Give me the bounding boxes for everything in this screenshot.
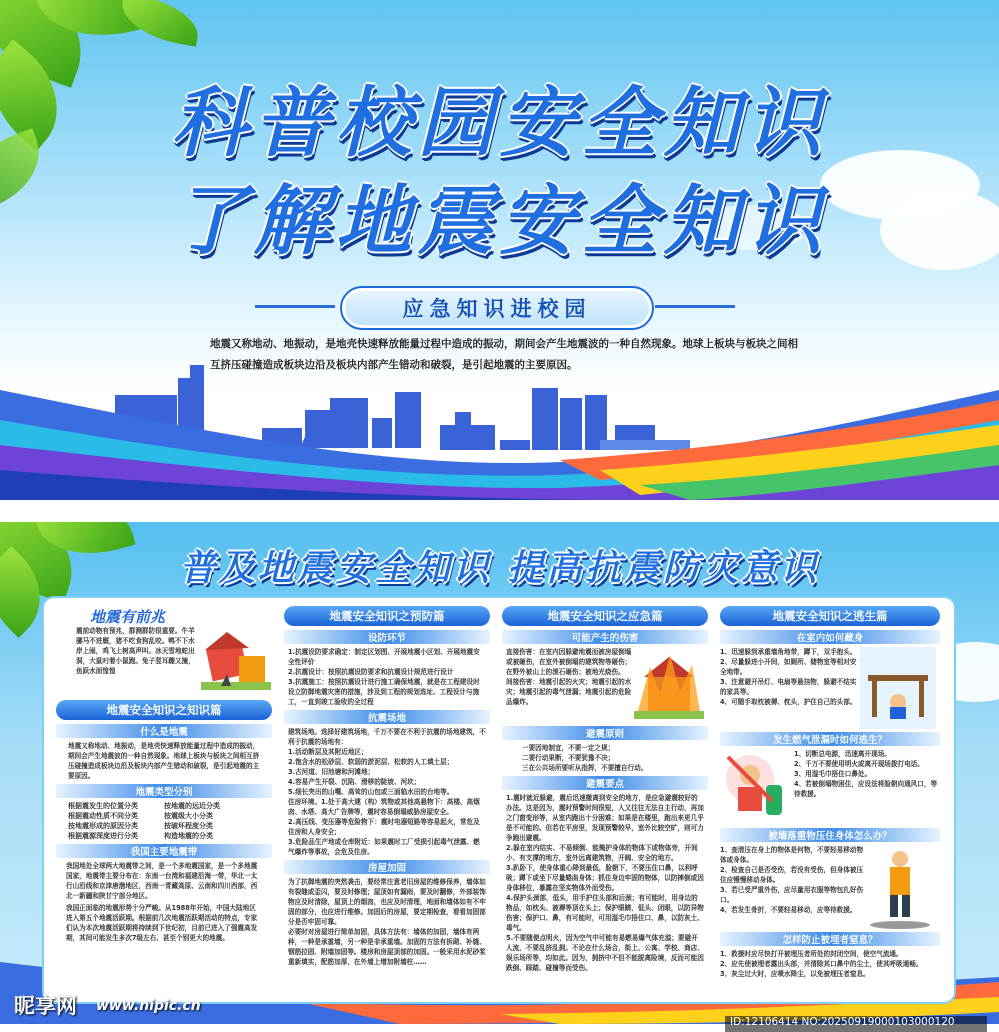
rescuer-illustration	[864, 845, 936, 929]
escape-sub-trapped: 被墙落重物压住身体怎么办？	[720, 828, 940, 842]
column-knowledge	[56, 606, 272, 996]
knowledge-what-text: 地震又称地动、地振动，是地壳快速释放能量过程中造成的振动，期间会产生地震波的一种自然现象。地球上板块与板块之间相互挤压碰撞造成板块边沿及板块内部产生错动和破裂，是引起地震的主要原因。	[68, 742, 260, 780]
type-item: 按地震的远近分类	[164, 802, 220, 810]
gas-leak-illustration	[720, 749, 790, 825]
knowledge-situation-text: 我国正面临的地震形势十分严峻。从1988年开始，中国大陆地区进入第五个地震活跃期。根据前几次地震活跃期活动的特点，专家们认为本次地震活跃期将持续到下世纪初，目前已进入了强震高发期，其间可能发生多次7级左右、甚至个别更大的地震。	[66, 904, 258, 942]
rainbow-swoosh	[0, 0, 999, 500]
type-item: 根据震动性质不同分类	[68, 812, 138, 820]
knowledge-title: 地震安全知识之知识篇	[56, 700, 272, 720]
column-escape	[720, 606, 940, 996]
earthquake-types-table	[56, 801, 272, 841]
escape-sub-suffocation: 怎样防止被埋者窒息？	[720, 932, 940, 946]
escape-trapped-text: 1、查清压在身上的物体是何物，不要轻易移动物体或身体。 2、检查自己是否受伤，若没有受伤，但身体被压住应慢慢移动身体。 3、若已受严重外伤，应尽量用衣服等物包扎好伤口。 4、若发生骨折，不要轻易移动，应等待救援。	[720, 846, 864, 914]
banner-top	[0, 0, 999, 500]
watermark-url: www.nipic.cn	[96, 998, 201, 1014]
escape-hide-text: 1、迅速躲到承重墙角地带，蹲下，双手抱头。 2、尽量躲进小开间，如厕所、储物室等相对安全地带。 3、注意避开吊灯、电扇等悬挂物，躲避不结实的家具等。 4、可随手取枕被褥、枕头，护住自己的头部。	[720, 648, 857, 706]
prevention-steps-text: 1.抗震设防要求确定：制定区划图、开展地震小区划、开展地震安全性评价 2.抗震设计：按照抗震设防要求和抗震设计规范进行设计 3.抗震施工：按照抗震设计进行施工确保地震，就是在工程建设时设立防御地震灾害的措施，涉及到工程的规划选址、工程设计与施工，一直到竣工验收的全过程	[288, 648, 480, 706]
type-item: 按震级大小分类	[164, 812, 213, 820]
knowledge-sub-types: 地震类型分别	[56, 784, 272, 798]
headline: 普及地震安全知识 提高抗震防灾意识	[179, 548, 820, 589]
emergency-harm-text: 直接伤害：在室内因躲避地震而被房屋倒塌或被砸伤，在室外被倒塌的建筑物等砸伤；在野外被山上的滚石砸伤；被地光烧伤。 间接伤害：地震引起的火灾；地震引起的水灾；地震引起的毒气泄漏；地震引起的危险品爆炸。	[506, 648, 632, 706]
watermark-id: ID:12106414 NO:20250919000103000120	[730, 1016, 955, 1028]
title-line-2: 了解地震安全知识	[171, 176, 828, 265]
type-item: 按地震形成的原因分类	[68, 822, 138, 830]
prevention-sub-steps: 设防环节	[284, 630, 490, 644]
prevention-sub-reinforce: 房屋加固	[284, 860, 490, 874]
knowledge-sub-belts: 我国主要地震带	[56, 844, 272, 858]
knowledge-sub-what: 什么是地震	[56, 724, 272, 738]
emergency-points-text: 1.震时就近躲避，震后迅速撤离到安全的地方，是应急避震较好的办法。这是因为，震时预警时间很短，人又往往无法自主行动，再加之门窗变形等，从室内跑出十分困难；如果是在楼里，跑出来更几乎是不可能的。但若在平房里，发现预警较早，室外比较空旷，则可力争跑出避震。 2.躲在室内结实、不易倾倒、能掩护身体的物体下或物体旁，开间小、有支撑的地方，室外远离建筑物，开阔、安全的地方。 3.趴卧下，使身体重心降到最低，脸朝下，不要压住口鼻，以利呼吸；蹲下或坐下尽量蜷曲身体；抓住身边牢固的物体，以防摔倒或因身体移位，暴露在坚实物体外而受伤。 4.保护头颈部，低头，用手护住头部和后颈；有可能时，用身边的物品，如枕头、被褥等顶在头上；保护眼睛，低头、闭眼，以防异物伤害；保护口、鼻，有可能时，可用湿毛巾捂住口、鼻，以防灰土、毒气。 5.不要随便点明火，因为空气中可能有易燃易爆气体充溢；要避开人流，不要乱挤乱拥。不论在什么场合，街上、公寓、学校、商店、娱乐场所等，均如此。因为，拥挤中不但不能脱离险境，反而可能因跌倒、踩踏、碰撞等而受伤。	[506, 794, 704, 972]
banner-gap	[0, 500, 999, 522]
prevention-title: 地震安全知识之预防篇	[284, 606, 490, 626]
emergency-sub-principle: 避震原则	[502, 726, 708, 740]
type-item: 根据震源深度进行分类	[68, 832, 138, 840]
prevention-reinforce-text: 为了抗御地震的突然袭击，要经常注意老旧房屋的维修保养，墙体如有裂缝或歪闪，要及时修理；屋顶如有漏雨，要及时翻修，外部装饰物应及时清除，屋顶上的烟囱，也应及时清理，地面和墙体如有不牢固的部分，也应进行维修。加固后的房屋，要定期检查，看看加固部分是否牢固可靠。 必要时对房屋进行简单加固，具体方法有：墙体的加固，墙体有两种，一种是承重墙，另一种是非承重墙。加固的方法有拆砌、补缝、钢筋拉固、附墙加固等。楼房和房屋顶部的加固。一般采用水泥砂浆重新填实，配筋加厚，在外墙上增加附墙柱……	[288, 878, 486, 966]
escape-sub-hide: 在室内如何藏身	[720, 630, 940, 644]
escape-suffocation-text: 1、救援时应尽快打开被埋压者所处的封闭空间，使空气流通。 2、应先使被埋者露出头部，并清除其口鼻中的尘土，使其呼吸通畅。 3、灰尘过大时，应喷水降尘，以免被埋压者窒息。	[720, 950, 923, 978]
type-item: 根据震发生的位置分类	[68, 802, 138, 810]
under-table-illustration	[860, 647, 936, 729]
omen-text: 震前动物有预兆，群测群防很重要。牛羊骡马不进厩，猪不吃食狗乱咬。鸭不下水岸上闹，鸡飞上树高声叫。冰天雪地蛇出洞，大鼠叼着小鼠跑。兔子竖耳蹦又撞，鱼跃水面惶惶	[76, 627, 195, 675]
escape-gas-text: 1、切断总电源，迅速离开现场。 2、千万不要使用明火或离开现场拨打电话。 3、用湿毛巾捂住口鼻处。 4、若被倒塌物困住，应设法将脸朝向通风口，等待救援。	[794, 750, 938, 798]
emergency-sub-harm: 可能产生的伤害	[502, 630, 708, 644]
column-prevention	[284, 606, 490, 996]
type-item: 构造地震的分类	[164, 832, 213, 840]
burning-house-illustration	[634, 647, 704, 723]
title-line-1: 科普校园安全知识	[171, 78, 828, 167]
type-item: 按破坏程度分类	[164, 822, 213, 830]
prevention-sub-site: 抗震场地	[284, 710, 490, 724]
collapsed-house-illustration	[201, 626, 271, 696]
column-emergency	[502, 606, 708, 996]
omen-title: 地震有前兆	[90, 608, 166, 626]
escape-sub-gas: 发生燃气泄漏时如何逃生？	[720, 732, 940, 746]
emergency-principle-text: 一要因地制宜，不要一定之规； 二要行动果断，不要犹豫不决； 三在公共场所要听从指挥，不要擅自行动。	[522, 744, 648, 772]
emergency-sub-points: 避震要点	[502, 776, 708, 790]
intro-paragraph: 地震又称地动、地振动，是地壳快速释放能量过程中造成的振动，期间会产生地震波的一种自然现象。地球上板块与板块之间相互挤压碰撞造成板块边沿及板块内部产生错动和破裂，是引起地震的主要原因。	[210, 338, 798, 371]
knowledge-belts-text: 我国地处全球两大地震带之间，是一个多地震国家，是一个多地震国家，地震带主要分布在：东南一台湾和福建沿海一带，华北一太行山沿线和京津唐渤地区，西南一青藏高原、云南和四川西部，西北一新疆和陕甘宁部分地区。	[66, 862, 258, 900]
emergency-title: 地震安全知识之应急篇	[502, 606, 708, 626]
escape-title: 地震安全知识之逃生篇	[720, 606, 940, 626]
prevention-site-text: 建筑场地。选择好建筑场地，千万不要在不利于抗震的场地建筑，不利于抗震的场地有： 1.活动断层及其附近地区； 2.饱含水的松砂层、软弱的淤泥层、松软的人工填土层； 3.古河道、旧池塘和河滩地； 4.容易产生开裂、沉陷、滑移的陡坡、河坎； 5.细长突出的山嘴、高耸的山包或三面临水田的台地等。 住房环境。1.处于高大建（构）筑物或其他高悬物下：高楼、高烟囱、水塔、高大广告牌等，震时容易倒塌威胁房屋安全。 2.高压线、变压器等危险物下：震时电器短路等容易起火，常危及住房和人身安全； 3.危险品生产地或仓库附近：如果震时工厂受损引起毒气泄露、燃气爆炸等事故，会危及住房。	[288, 728, 486, 856]
subtitle-text: 应急知识进校园	[402, 297, 592, 321]
watermark-logo: 昵享网	[14, 994, 77, 1018]
